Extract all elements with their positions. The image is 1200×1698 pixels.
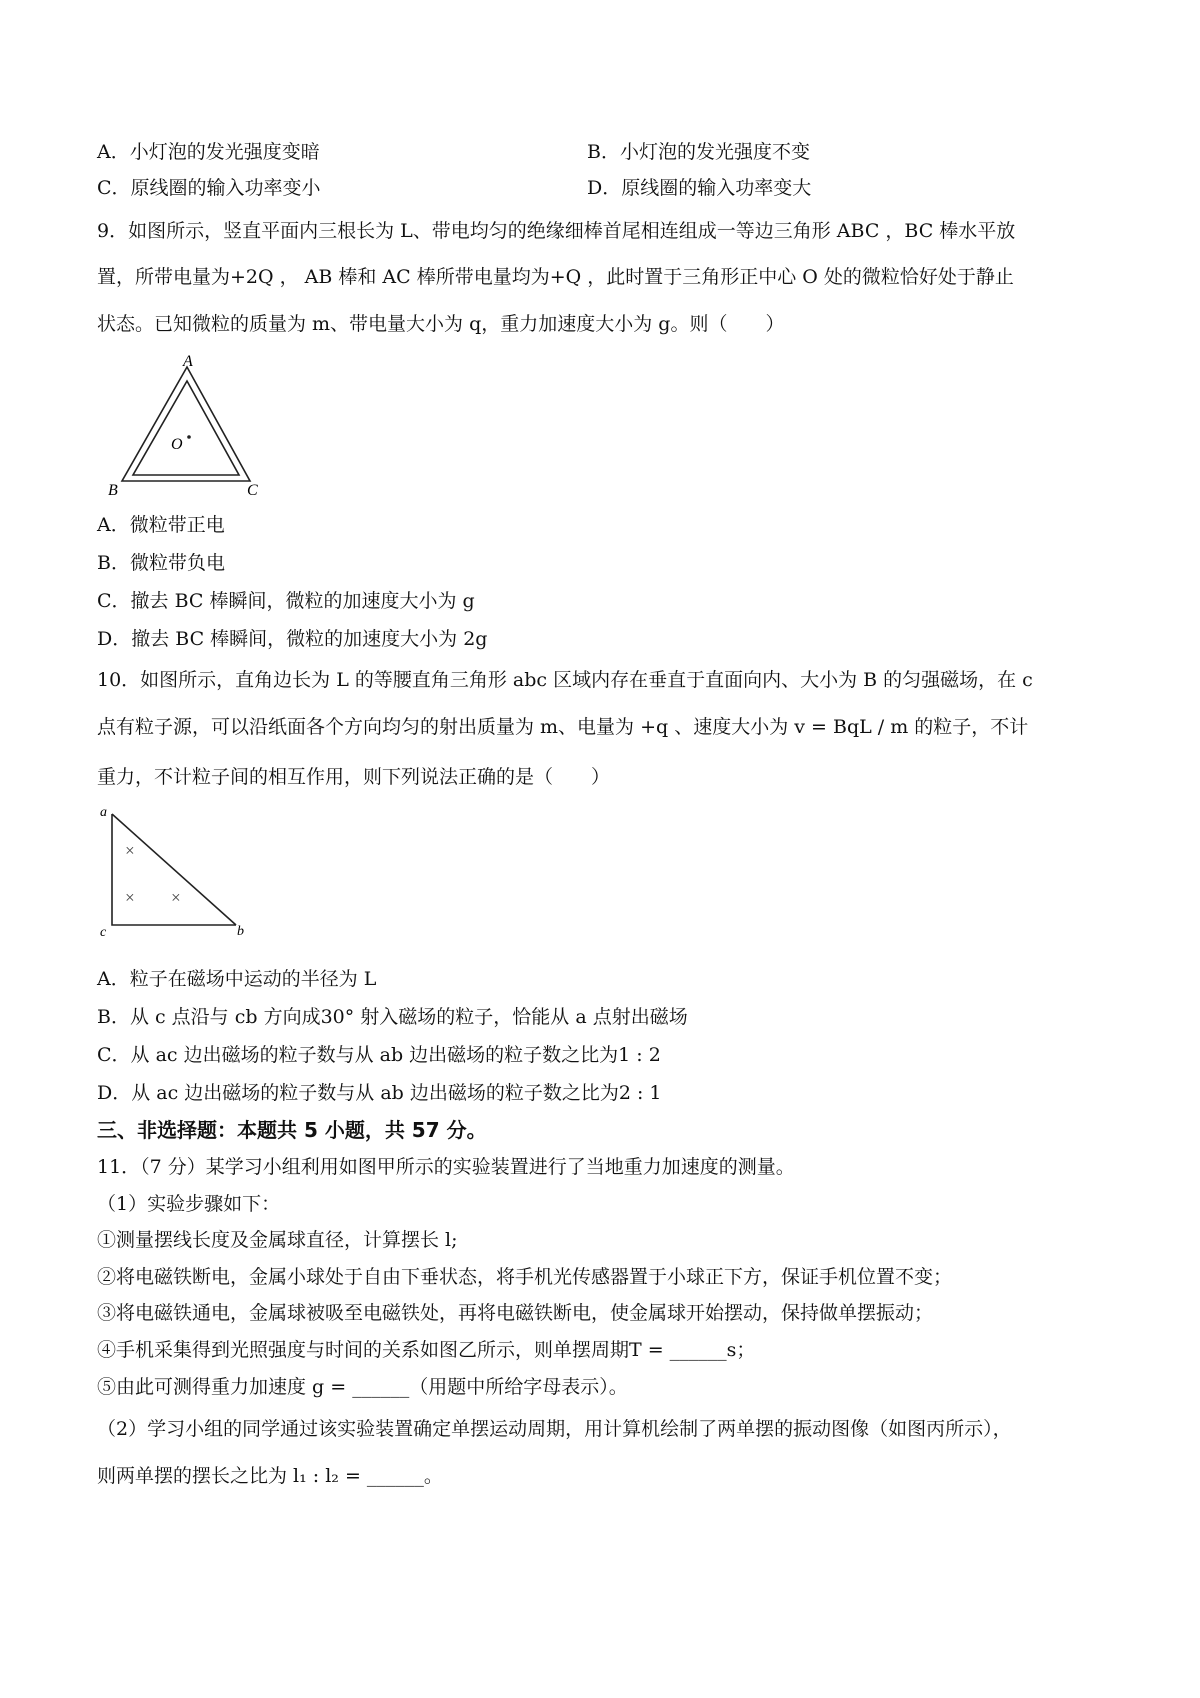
q11-stem: 11．（7 分）某学习小组利用如图甲所示的实验装置进行了当地重力加速度的测量。 — [97, 1156, 795, 1178]
q10-triangle-figure — [98, 804, 258, 939]
q9-label-c: C — [247, 482, 258, 499]
q10-stem-line-1: 10．如图所示，直角边长为 L 的等腰直角三角形 abc 区域内存在垂直于直面向内、大小为 B 的匀强磁场，在 c — [97, 669, 1033, 691]
q10-option-c: C．从 ac 边出磁场的粒子数与从 ab 边出磁场的粒子数之比为1 : 2 — [97, 1044, 661, 1066]
q10-option-a: A．粒子在磁场中运动的半径为 L — [97, 968, 377, 990]
q8-option-b: B．小灯泡的发光强度不变 — [587, 141, 810, 163]
q9-stem-line-3: 状态。已知微粒的质量为 m、带电量大小为 q，重力加速度大小为 g。则（ ） — [97, 313, 785, 335]
q10-label-c: c — [100, 925, 107, 939]
q11-step-4: ④手机采集得到光照强度与时间的关系如图乙所示，则单摆周期T = ______s； — [97, 1339, 756, 1361]
q9-label-b: B — [108, 482, 118, 499]
q9-label-o: O — [171, 436, 183, 453]
q9-stem-line-2: 置，所带电量为+2Q ， AB 棒和 AC 棒所带电量均为+Q ，此时置于三角形正中心 O 处的微粒恰好处于静止 — [97, 266, 1014, 288]
q10-field-mark: × — [124, 888, 136, 907]
q8-option-d: D．原线圈的输入功率变大 — [587, 177, 812, 199]
q11-step-2: ②将电磁铁断电，金属小球处于自由下垂状态，将手机光传感器置于小球正下方，保证手机位置不变； — [97, 1266, 953, 1288]
q11-part-2-line-1: （2）学习小组的同学通过该实验装置确定单摆运动周期，用计算机绘制了两单摆的振动图像（如图丙所示）， — [97, 1418, 1012, 1440]
q9-option-c: C．撤去 BC 棒瞬间，微粒的加速度大小为 g — [97, 590, 475, 612]
q8-option-c: C．原线圈的输入功率变小 — [97, 177, 321, 199]
q10-option-b: B．从 c 点沿与 cb 方向成30° 射入磁场的粒子，恰能从 a 点射出磁场 — [97, 1006, 688, 1028]
q10-field-mark: × — [170, 888, 182, 907]
q10-stem-line-3: 重力，不计粒子间的相互作用，则下列说法正确的是（ ） — [97, 766, 611, 788]
q10-option-d: D．从 ac 边出磁场的粒子数与从 ab 边出磁场的粒子数之比为2 : 1 — [97, 1082, 662, 1104]
q10-stem-line-2: 点有粒子源，可以沿纸面各个方向均匀的射出质量为 m、电量为 +q 、速度大小为 v = BqL / m 的粒子，不计 — [97, 716, 1029, 738]
q9-triangle-figure — [105, 355, 265, 500]
q9-option-b: B．微粒带负电 — [97, 552, 225, 574]
q8-option-a: A．小灯泡的发光强度变暗 — [97, 141, 320, 163]
q11-step-1: ①测量摆线长度及金属球直径，计算摆长 l; — [97, 1229, 458, 1251]
q10-label-a: a — [100, 805, 107, 820]
section-3-heading: 三、非选择题：本题共 5 小题，共 57 分。 — [97, 1118, 487, 1142]
q9-point-o — [187, 435, 191, 439]
q9-option-d: D．撤去 BC 棒瞬间，微粒的加速度大小为 2g — [97, 628, 488, 650]
q11-step-3: ③将电磁铁通电，金属球被吸至电磁铁处，再将电磁铁断电，使金属球开始摆动，保持做单摆振动； — [97, 1302, 934, 1324]
q9-option-a: A．微粒带正电 — [97, 514, 225, 536]
q9-label-a: A — [183, 355, 193, 370]
q9-stem-line-1: 9．如图所示，竖直平面内三根长为 L、带电均匀的绝缘细棒首尾相连组成一等边三角形 ABC ，BC 棒水平放 — [97, 220, 1016, 242]
q11-part-2-line-2: 则两单摆的摆长之比为 l₁ : l₂ = ______。 — [97, 1465, 443, 1487]
q11-part-1-title: （1）实验步骤如下： — [97, 1193, 281, 1215]
q10-field-mark: × — [124, 841, 136, 860]
q11-step-5: ⑤由此可测得重力加速度 g = ______（用题中所给字母表示）。 — [97, 1376, 628, 1398]
q10-label-b: b — [237, 924, 244, 939]
